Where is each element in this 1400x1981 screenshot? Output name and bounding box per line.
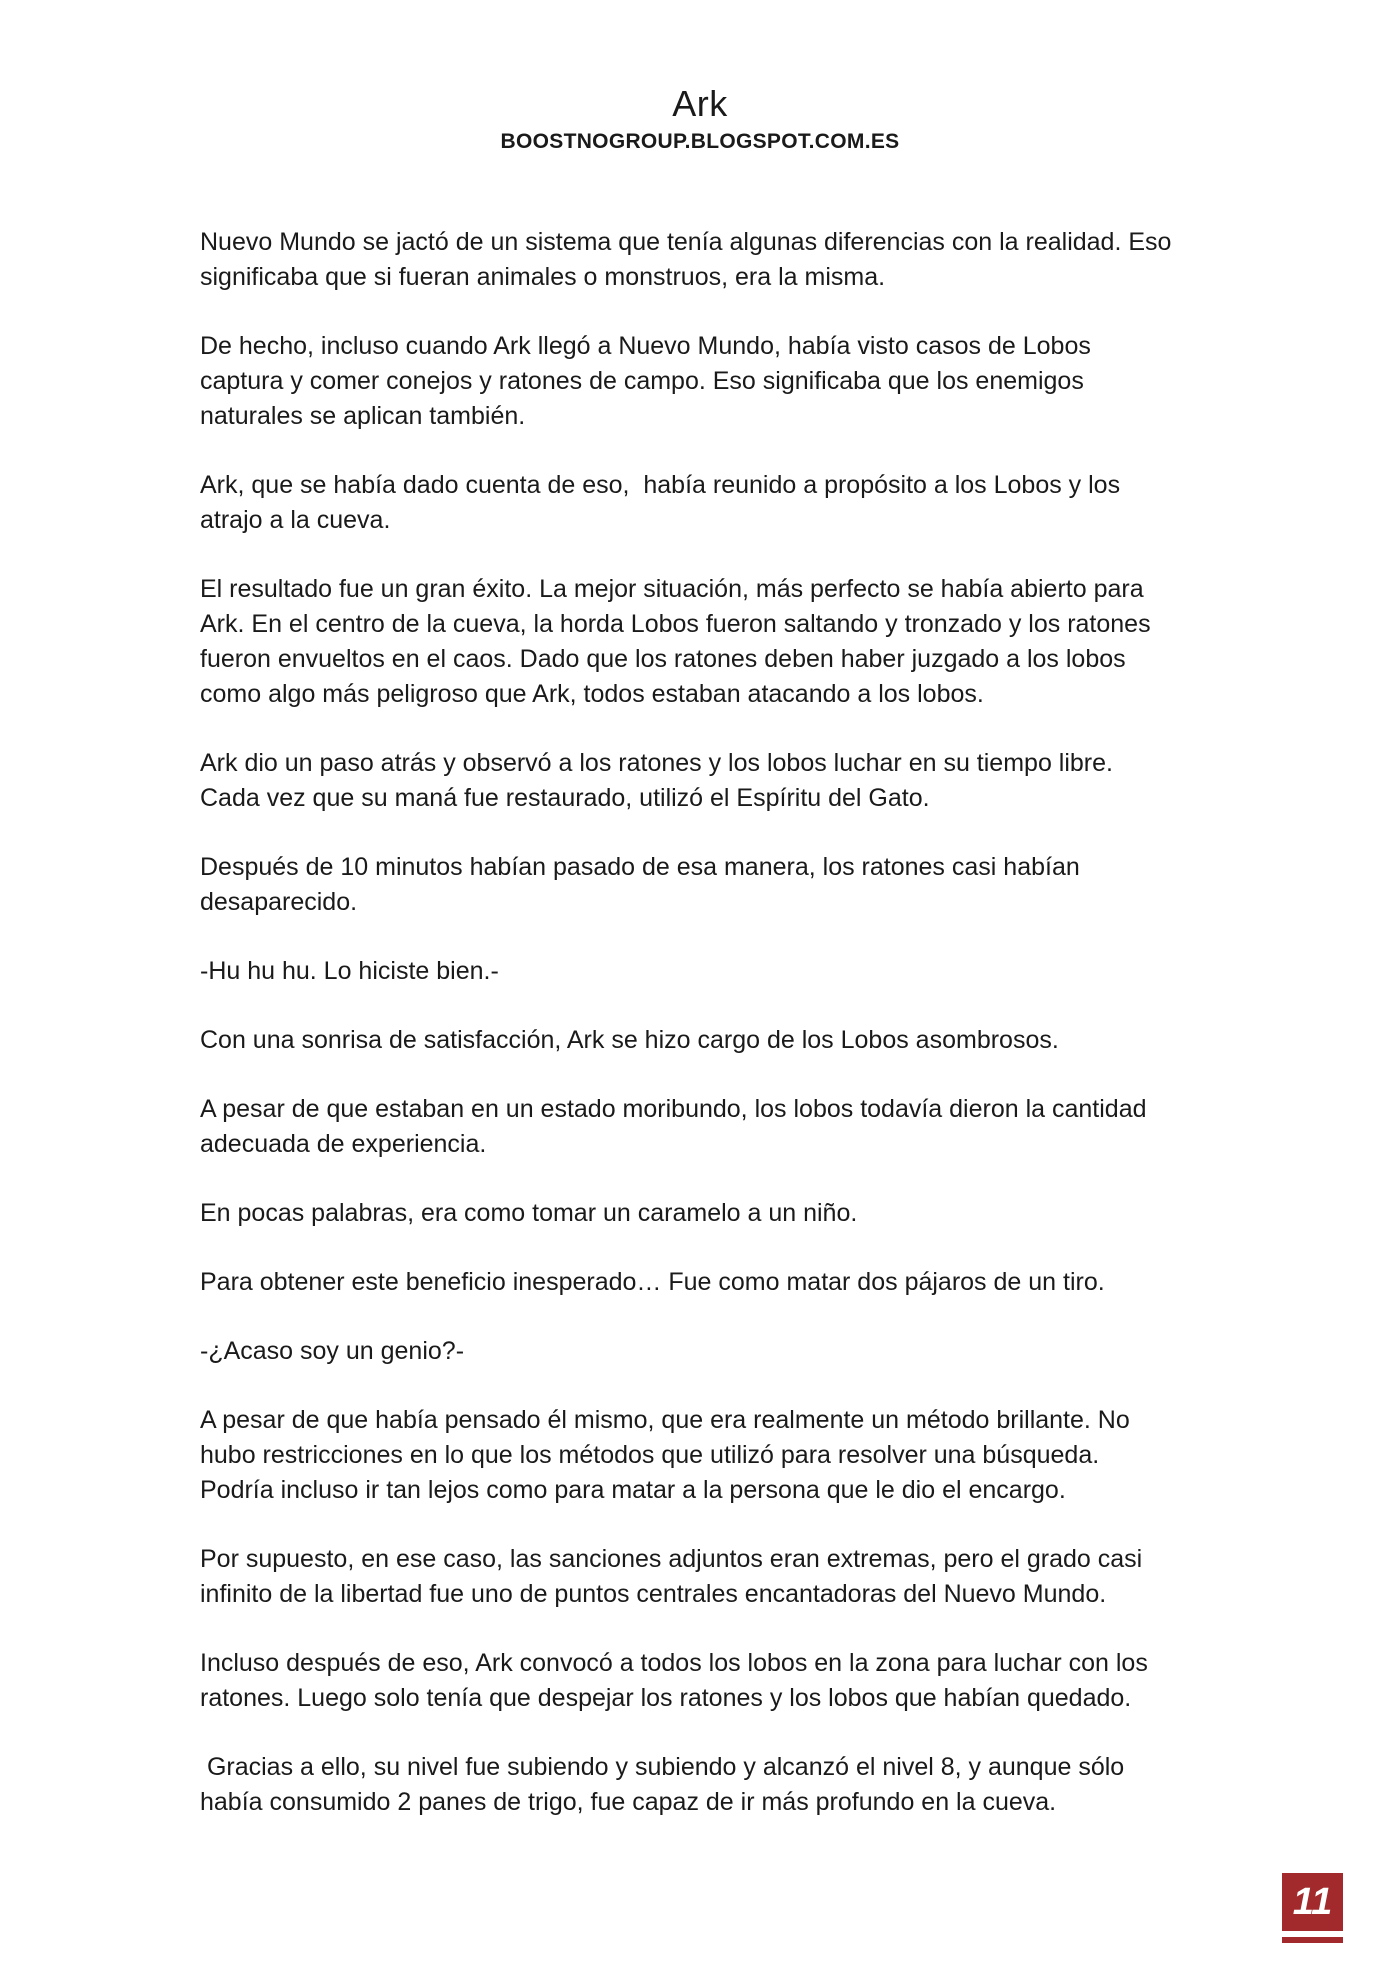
paragraph: A pesar de que estaban en un estado moribundo, los lobos todavía dieron la cantidad adecuada de experiencia.	[200, 1095, 1147, 1158]
blog-url: BOOSTNOGROUP.BLOGSPOT.COM.ES	[500, 130, 900, 153]
paragraph: -¿Acaso soy un genio?-	[200, 1337, 465, 1365]
paragraph: Ark dio un paso atrás y observó a los ratones y los lobos luchar en su tiempo libre. Cada vez que su maná fue restaurado, utilizó el Espíritu del Gato.	[200, 749, 1113, 812]
paragraph: Con una sonrisa de satisfacción, Ark se hizo cargo de los Lobos asombrosos.	[200, 1026, 1059, 1054]
paragraph: Incluso después de eso, Ark convocó a todos los lobos en la zona para luchar con los ratones. Luego solo tenía que despejar los ratones y los lobos que habían quedado.	[200, 1649, 1148, 1712]
paragraph: Para obtener este beneficio inesperado… Fue como matar dos pájaros de un tiro.	[200, 1268, 1105, 1296]
page-number-underline	[1282, 1937, 1343, 1943]
paragraph: -Hu hu hu. Lo hiciste bien.-	[200, 957, 499, 985]
book-title: Ark	[672, 83, 728, 124]
body-text	[200, 225, 1210, 1854]
page-header	[0, 82, 1400, 156]
page-number-badge	[1282, 1873, 1343, 1931]
page-number: 11	[1292, 1880, 1333, 1923]
paragraph: De hecho, incluso cuando Ark llegó a Nuevo Mundo, había visto casos de Lobos captura y comer conejos y ratones de campo. Eso significaba que los enemigos naturales se aplican también.	[200, 332, 1091, 430]
paragraph: Por supuesto, en ese caso, las sanciones adjuntos eran extremas, pero el grado casi infinito de la libertad fue uno de puntos centrales encantadoras del Nuevo Mundo.	[200, 1545, 1143, 1608]
paragraph: Después de 10 minutos habían pasado de esa manera, los ratones casi habían desaparecido.	[200, 853, 1080, 916]
paragraph: Nuevo Mundo se jactó de un sistema que tenía algunas diferencias con la realidad. Eso significaba que si fueran animales o monstruos, era la misma.	[200, 228, 1172, 291]
paragraph: En pocas palabras, era como tomar un caramelo a un niño.	[200, 1199, 858, 1227]
paragraph: El resultado fue un gran éxito. La mejor situación, más perfecto se había abierto para Ark. En el centro de la cueva, la horda Lobos fueron saltando y tronzado y los ratones fueron envueltos en el caos. Dado que los ratones deben haber juzgado a los lobos como algo más peligroso que Ark, todos estaban atacando a los lobos.	[200, 575, 1151, 708]
paragraph: Ark, que se había dado cuenta de eso, había reunido a propósito a los Lobos y los atrajo a la cueva.	[200, 471, 1121, 534]
paragraph: Gracias a ello, su nivel fue subiendo y subiendo y alcanzó el nivel 8, y aunque sólo había consumido 2 panes de trigo, fue capaz de ir más profundo en la cueva.	[200, 1753, 1125, 1816]
paragraph: A pesar de que había pensado él mismo, que era realmente un método brillante. No hubo restricciones en lo que los métodos que utilizó para resolver una búsqueda. Podría incluso ir tan lejos como para matar a la persona que le dio el encargo.	[200, 1406, 1130, 1504]
